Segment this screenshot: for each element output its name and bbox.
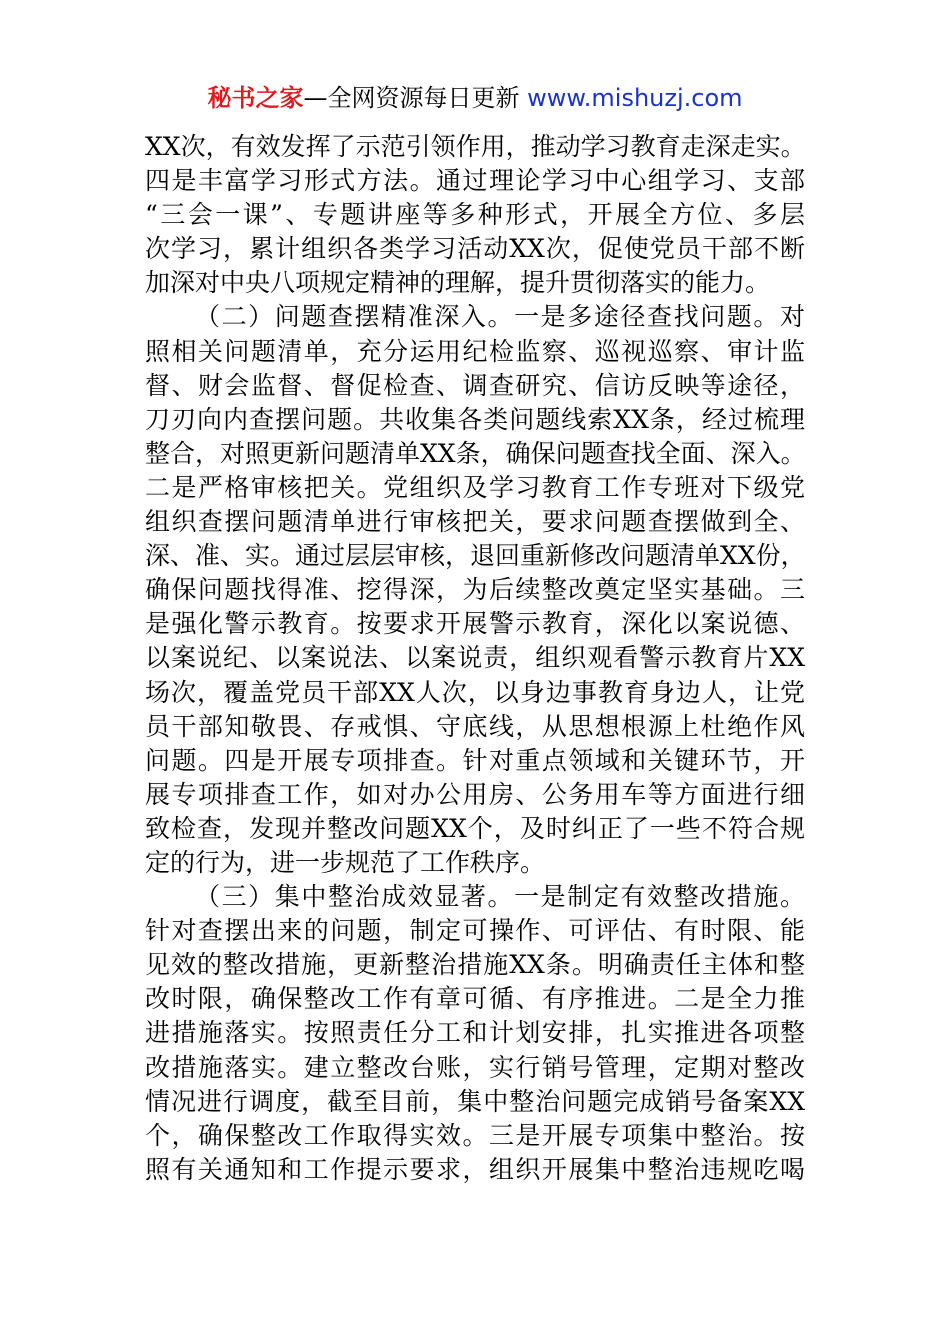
text-line: 二是严格审核把关。党组织及学习教育工作专班对下级党 [145,472,805,502]
header-tagline: —全网资源每日更新 [303,84,520,112]
text-line: 整合，对照更新问题清单XX条，确保问题查找全面、深入。 [145,438,806,468]
text-line: 刀刃向内查摆问题。共收集各类问题线索XX条，经过梳理 [145,404,805,434]
text-line: XX次，有效发挥了示范引领作用，推动学习教育走深走实。 [145,132,806,161]
text-line: 组织查摆问题清单进行审核把关，要求问题查摆做到全、 [145,507,805,537]
body-text [145,130,805,1187]
text-line: 展专项排查工作，如对办公用房、公务用车等方面进行细 [145,779,805,809]
text-line: 四是丰富学习形式方法。通过理论学习中心组学习、支部 [145,166,805,196]
text-line: 进措施落实。按照责任分工和计划安排，扎实推进各项整 [145,1018,805,1048]
brand-name: 秘书之家 [207,84,304,112]
text-line: 致检查，发现并整改问题XX个，及时纠正了一些不符合规 [145,813,805,843]
site-url-link[interactable]: www.mishuzj.com [527,84,743,112]
text-line: 见效的整改措施，更新整治措施XX条。明确责任主体和整 [145,950,805,980]
text-line: 深、准、实。通过层层审核，退回重新修改问题清单XX份， [145,541,806,571]
text-line: 照有关通知和工作提示要求，组织开展集中整治违规吃喝 [145,1154,805,1184]
text-line: 个，确保整改工作取得实效。三是开展专项集中整治。按 [145,1120,805,1150]
text-line: 以案说纪、以案说法、以案说责，组织观看警示教育片XX [145,643,805,673]
text-line: 改时限，确保整改工作有章可循、有序推进。二是全力推 [145,984,805,1014]
text-line: （二）问题查摆精准深入。一是多途径查找问题。对 [195,302,805,332]
text-line: 定的行为，进一步规范了工作秩序。 [145,847,546,877]
text-line: 照相关问题清单，充分运用纪检监察、巡视巡察、审计监 [145,336,805,366]
text-line: 次学习，累计组织各类学习活动XX次，促使党员干部不断 [145,234,805,264]
site-header [0,80,950,116]
text-line: 场次，覆盖党员干部XX人次，以身边事教育身边人，让党 [145,677,805,707]
text-line: （三）集中整治成效显著。一是制定有效整改措施。 [195,882,805,912]
text-line: 督、财会监督、督促检查、调查研究、信访反映等途径， [145,370,805,400]
text-line: 确保问题找得准、挖得深，为后续整改奠定坚实基础。三 [145,575,805,605]
text-line: 情况进行调度，截至目前，集中整治问题完成销号备案XX [145,1086,805,1116]
text-line: 员干部知敬畏、存戒惧、守底线，从思想根源上杜绝作风 [145,711,805,741]
text-line: 针对查摆出来的问题，制定可操作、可评估、有时限、能 [145,916,805,946]
text-line: “三会一课”、专题讲座等多种形式，开展全方位、多层 [145,200,805,230]
text-line: 是强化警示教育。按要求开展警示教育，深化以案说德、 [145,609,805,639]
text-line: 问题。四是开展专项排查。针对重点领域和关键环节，开 [145,745,805,775]
text-line: 改措施落实。建立整改台账，实行销号管理，定期对整改 [145,1052,805,1082]
text-line: 加深对中央八项规定精神的理解，提升贯彻落实的能力。 [145,268,771,298]
